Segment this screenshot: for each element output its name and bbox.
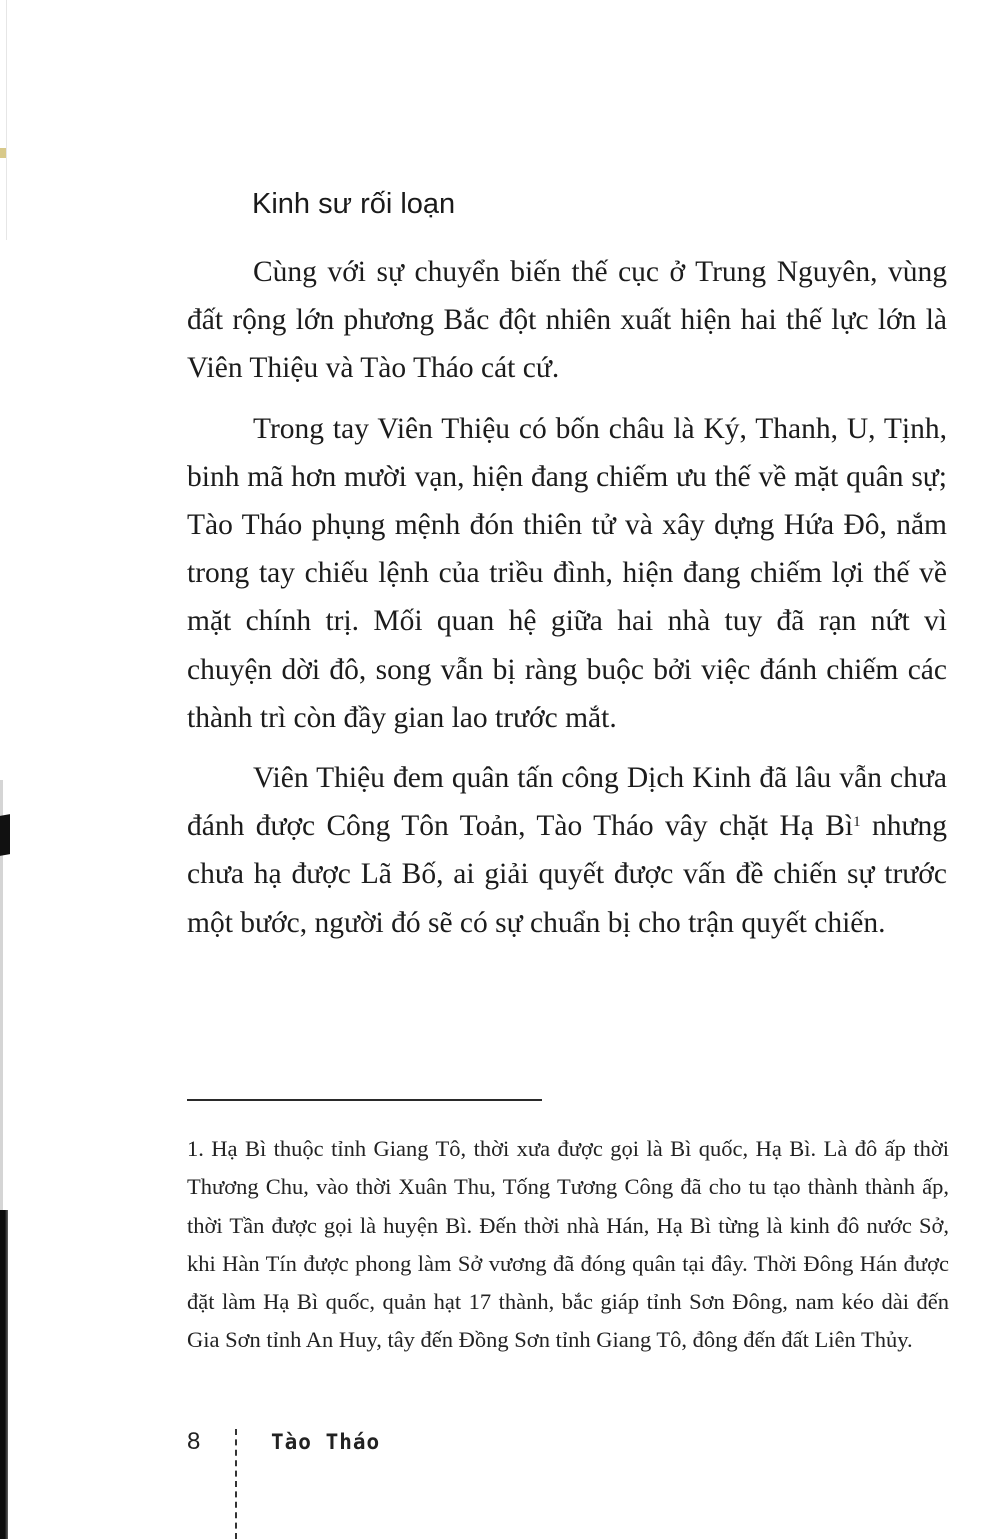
- paragraph-text-before-ref: Viên Thiệu đem quân tấn công Dịch Kinh đã lâu vẫn chưa đánh được Công Tôn Toản, Tào Tháo vây chặt Hạ Bì: [187, 762, 947, 843]
- footnote-reference[interactable]: 1: [853, 814, 861, 831]
- footnote-divider: [187, 1099, 542, 1101]
- scan-edge-line: [6, 0, 7, 240]
- scan-edge-mark: [0, 148, 6, 158]
- paragraph-text-after-ref: nhưng chưa hạ được Lã Bố, ai giải quyết được vấn đề chiến sự trước một bước, người đó sẽ có sự chuẩn bị cho trận quyết chiến.: [187, 810, 947, 939]
- body-paragraph-3: [187, 754, 947, 947]
- footnote-1: 1. Hạ Bì thuộc tỉnh Giang Tô, thời xưa được gọi là Bì quốc, Hạ Bì. Là đô ấp thời Thương Chu, vào thời Xuân Thu, Tống Tương Công đã cho tu tạo thành thành ấp, thời Tần được gọi là huyện Bì. Đến thời nhà Hán, Hạ Bì từng là kinh đô nước Sở, khi Hàn Tín được phong làm Sở vương đã đóng quân tại đây. Thời Đông Hán được đặt làm Hạ Bì quốc, quản hạt 17 thành, bắc giáp tỉnh Sơn Đông, nam kéo dài đến Gia Sơn tỉnh An Huy, tây đến Đồng Sơn tỉnh Giang Tô, đông đến đất Liên Thủy.: [187, 1136, 949, 1353]
- scan-edge-dark-band: [0, 1210, 8, 1539]
- page-footer: [187, 1425, 587, 1539]
- page-number: 8: [187, 1428, 201, 1455]
- footer-dashed-divider: [235, 1429, 237, 1539]
- section-heading: Kinh sư rối loạn: [252, 188, 456, 220]
- page-body: [187, 182, 947, 947]
- scan-edge-dark-mark: [0, 814, 10, 856]
- body-paragraph-1: Cùng với sự chuyển biến thế cục ở Trung Nguyên, vùng đất rộng lớn phương Bắc đột nhiên xuất hiện hai thế lực lớn là Viên Thiệu và Tào Tháo cát cứ.: [187, 256, 947, 385]
- running-title: Tào Tháo: [271, 1430, 381, 1454]
- body-paragraph-2: Trong tay Viên Thiệu có bốn châu là Ký, Thanh, U, Tịnh, binh mã hơn mười vạn, hiện đang chiếm ưu thế về mặt quân sự; Tào Tháo phụng mệnh đón thiên tử và xây dựng Hứa Đô, nắm trong tay chiếu lệnh của triều đình, hiện đang chiếm lợi thế về mặt chính trị. Mối quan hệ giữa hai nhà tuy đã rạn nứt vì chuyện dời đô, song vẫn bị ràng buộc bởi việc đánh chiếm các thành trì còn đầy gian lao trước mắt.: [187, 412, 947, 734]
